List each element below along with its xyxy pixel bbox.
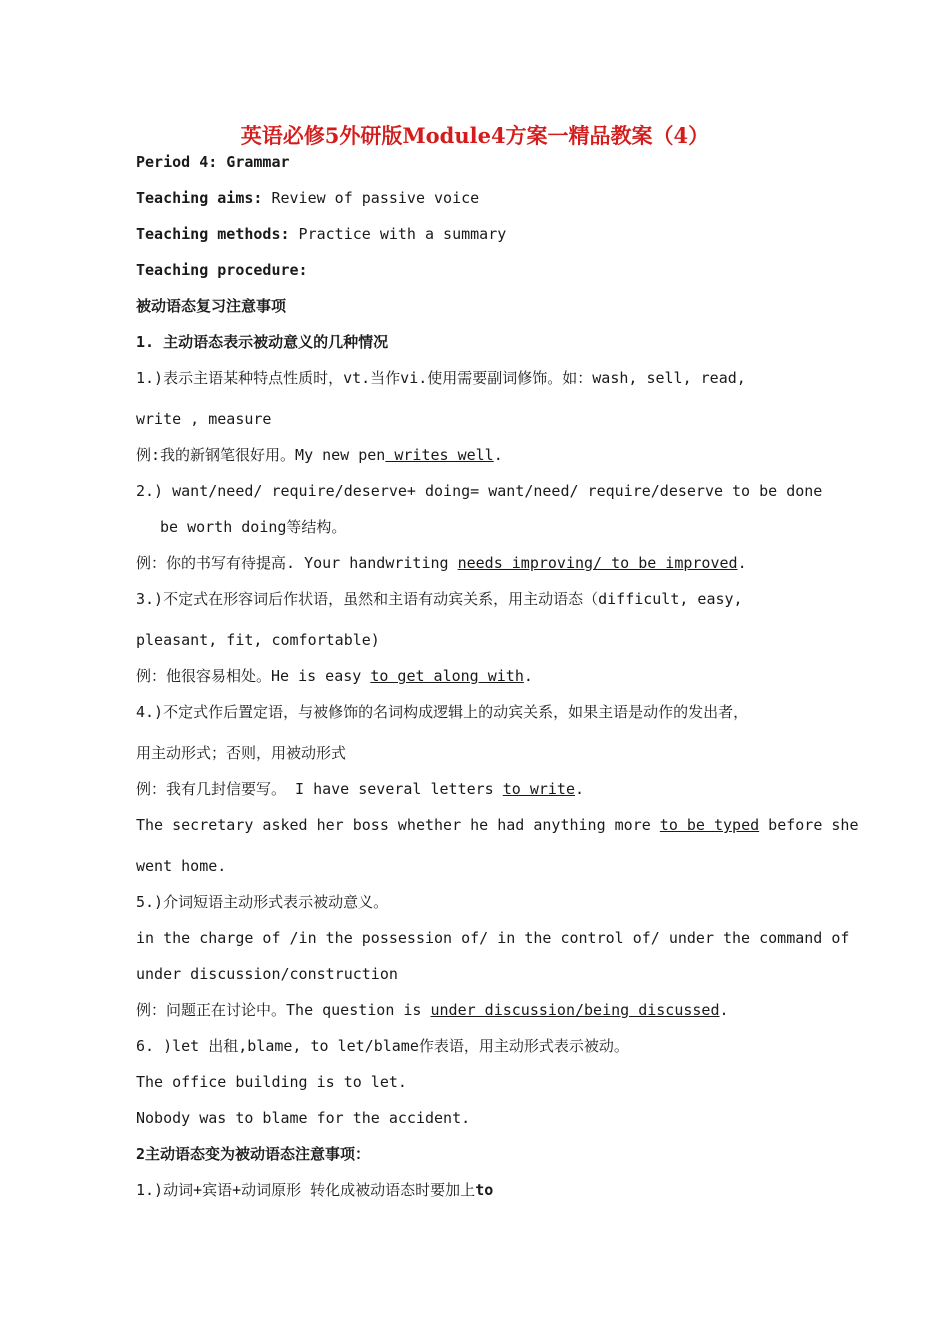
example-3-answer: to get along with	[370, 667, 524, 685]
example-4b-rest: before she	[759, 816, 859, 834]
item-3-line-1: 3.)不定式在形容词后作状语，虽然和主语有动宾关系，用主动语态（difficult, easy,	[136, 590, 743, 608]
item-6: 6. )let 出租,blame, to let/blame作表语，用主动形式表示被动。	[136, 1037, 629, 1055]
teaching-aims	[136, 188, 479, 208]
item-2-line-2: be worth doing等结构。	[160, 518, 347, 536]
example-5-end: .	[719, 1001, 729, 1019]
item-5-phrases-2: under discussion/construction	[136, 965, 398, 983]
methods-label: Teaching methods:	[136, 225, 290, 243]
document-title: 英语必修5外研版Module4方案一精品教案（4）	[240, 123, 710, 148]
example-2	[136, 553, 747, 573]
item-7-keyword: to	[475, 1181, 494, 1199]
item-7	[136, 1180, 493, 1200]
example-4-answer: to write	[502, 780, 575, 798]
methods-value: Practice with a summary	[289, 225, 507, 243]
example-3-end: .	[523, 667, 533, 685]
example-4b-line-2: went home.	[136, 857, 227, 875]
item-4-line-1: 4.)不定式作后置定语，与被修饰的名词构成逻辑上的动宾关系，如果主语是动作的发出者，	[136, 703, 749, 721]
subsection-1-heading: 1. 主动语态表示被动意义的几种情况	[136, 333, 389, 351]
example-4b-answer: to be typed	[659, 816, 760, 834]
example-1-end: .	[493, 446, 503, 464]
example-2-end: .	[737, 554, 747, 572]
item-1-line-2: write , measure	[136, 410, 272, 428]
example-3	[136, 666, 533, 686]
example-4	[136, 779, 584, 799]
item-4-line-2: 用主动形式；否则，用被动形式	[136, 744, 347, 762]
procedure-label: Teaching procedure:	[136, 261, 308, 279]
period-heading: Period 4: Grammar	[136, 153, 290, 171]
example-4b-line-1	[136, 815, 858, 835]
example-5-text: 例：问题正在讨论中。The question is	[136, 1001, 431, 1019]
example-2-text: 例：你的书写有待提高. Your handwriting	[136, 554, 458, 572]
example-1-text: 例:我的新钢笔很好用。My new pen	[136, 446, 386, 464]
item-2-line-1: 2.) want/need/ require/deserve+ doing= want/need/ require/deserve to be done	[136, 482, 823, 500]
item-1-line-1: 1.)表示主语某种特点性质时，vt.当作vi.使用需要副词修饰。如：wash, sell, read,	[136, 369, 746, 387]
subsection-2-heading: 2主动语态变为被动语态注意事项：	[136, 1145, 371, 1163]
section-heading: 被动语态复习注意事项	[136, 297, 287, 315]
item-5-phrases-1: in the charge of /in the possession of/ in the control of/ under the command of	[136, 929, 850, 947]
aims-value: Review of passive voice	[262, 189, 480, 207]
example-1	[136, 445, 503, 465]
example-4-end: .	[575, 780, 585, 798]
item-3-line-2: pleasant, fit, comfortable)	[136, 631, 380, 649]
example-6-b: Nobody was to blame for the accident.	[136, 1109, 471, 1127]
example-3-text: 例：他很容易相处。He is easy	[136, 667, 371, 685]
teaching-methods	[136, 224, 506, 244]
example-5-answer: under discussion/being discussed	[430, 1001, 720, 1019]
example-1-answer: writes well	[385, 446, 494, 464]
aims-label: Teaching aims:	[136, 189, 263, 207]
example-6-a: The office building is to let.	[136, 1073, 407, 1091]
example-4b-text: The secretary asked her boss whether he had anything more	[136, 816, 660, 834]
item-5: 5.)介词短语主动形式表示被动意义。	[136, 893, 389, 911]
example-5	[136, 1000, 729, 1020]
item-7-text: 1.)动词+宾语+动词原形 转化成被动语态时要加上	[136, 1181, 476, 1199]
example-4-text: 例：我有几封信要写。 I have several letters	[136, 780, 503, 798]
example-2-answer: needs improving/ to be improved	[457, 554, 738, 572]
